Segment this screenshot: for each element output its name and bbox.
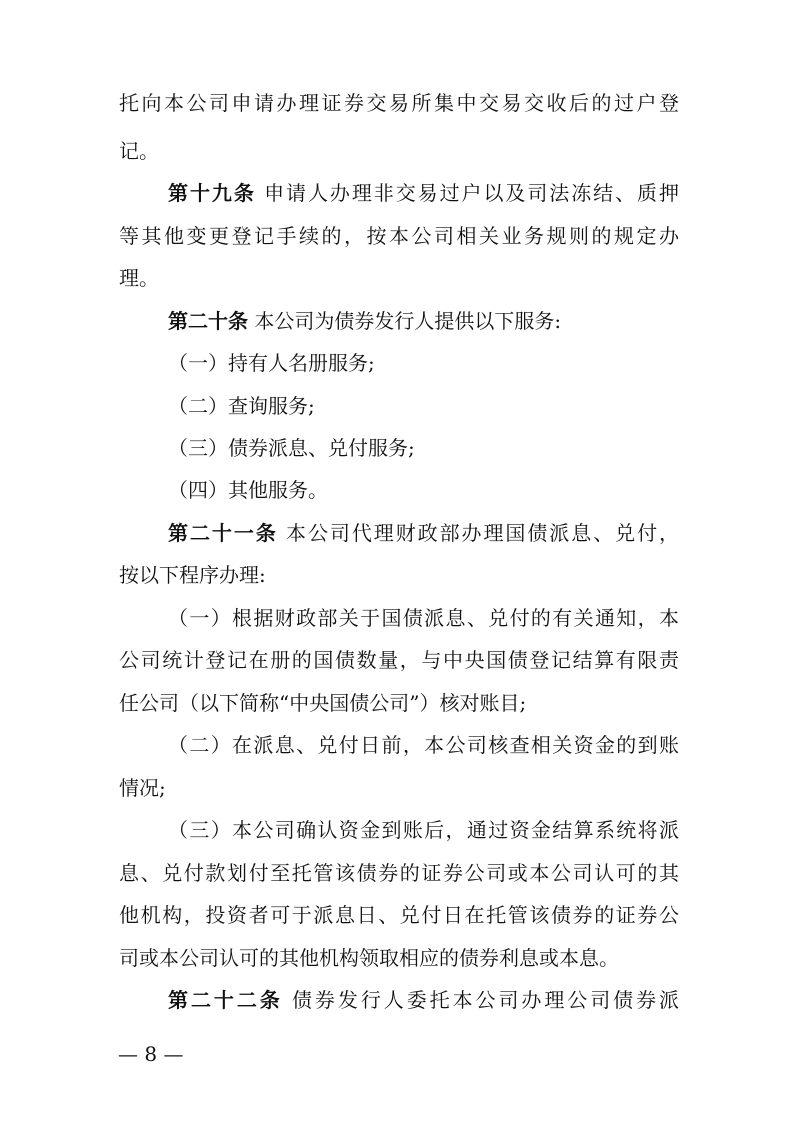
article-21-heading-line: 第二十一条 本公司代理财政部办理国债派息、兑付， xyxy=(168,521,680,545)
list-item: （四）其他服务。 xyxy=(168,478,328,502)
list-item: （一）根据财政部关于国债派息、兑付的有关通知，本 xyxy=(168,606,679,630)
body-line: 记。 xyxy=(119,139,159,163)
body-line: 情况; xyxy=(119,776,166,800)
body-line: 公司统计登记在册的国债数量，与中央国债登记结算有限责 xyxy=(119,648,679,672)
list-item: （三）债券派息、兑付服务; xyxy=(168,436,415,460)
body-line: 他机构，投资者可于派息日、兑付日在托管该债券的证券公 xyxy=(119,903,679,927)
article-22-heading-line: 第二十二条 债券发行人委托本公司办理公司债券派 xyxy=(168,988,680,1012)
body-line: 理。 xyxy=(119,266,159,290)
body-line: 息、兑付款划付至托管该债券的证券公司或本公司认可的其 xyxy=(119,861,679,885)
list-item: （二）查询服务; xyxy=(168,394,315,418)
article-number: 第二十二条 xyxy=(168,988,283,1012)
list-item: （三）本公司确认资金到账后，通过资金结算系统将派 xyxy=(168,818,679,842)
body-line: 等其他变更登记手续的，按本公司相关业务规则的规定办 xyxy=(119,224,679,248)
body-line: 司或本公司认可的其他机构领取相应的债券利息或本息。 xyxy=(119,946,619,970)
article-number: 第十九条 xyxy=(168,181,256,205)
list-item: （二）在派息、兑付日前，本公司核查相关资金的到账 xyxy=(168,733,679,757)
body-line: 托向本公司申请办理证券交易所集中交易交收后的过户登 xyxy=(119,91,679,115)
body-line: 任公司（以下简称“中央国债公司”）核对账目; xyxy=(119,691,527,715)
article-19-heading-line: 第十九条 申请人办理非交易过户以及司法冻结、质押 xyxy=(168,181,679,205)
list-item: （一）持有人名册服务; xyxy=(168,351,375,375)
article-20-heading-line: 第二十条 本公司为债券发行人提供以下服务: xyxy=(168,309,562,333)
article-number: 第二十一条 xyxy=(168,521,278,545)
article-number: 第二十条 xyxy=(168,309,248,333)
page-number: — 8 — xyxy=(118,1042,184,1066)
body-line: 按以下程序办理: xyxy=(119,563,266,587)
